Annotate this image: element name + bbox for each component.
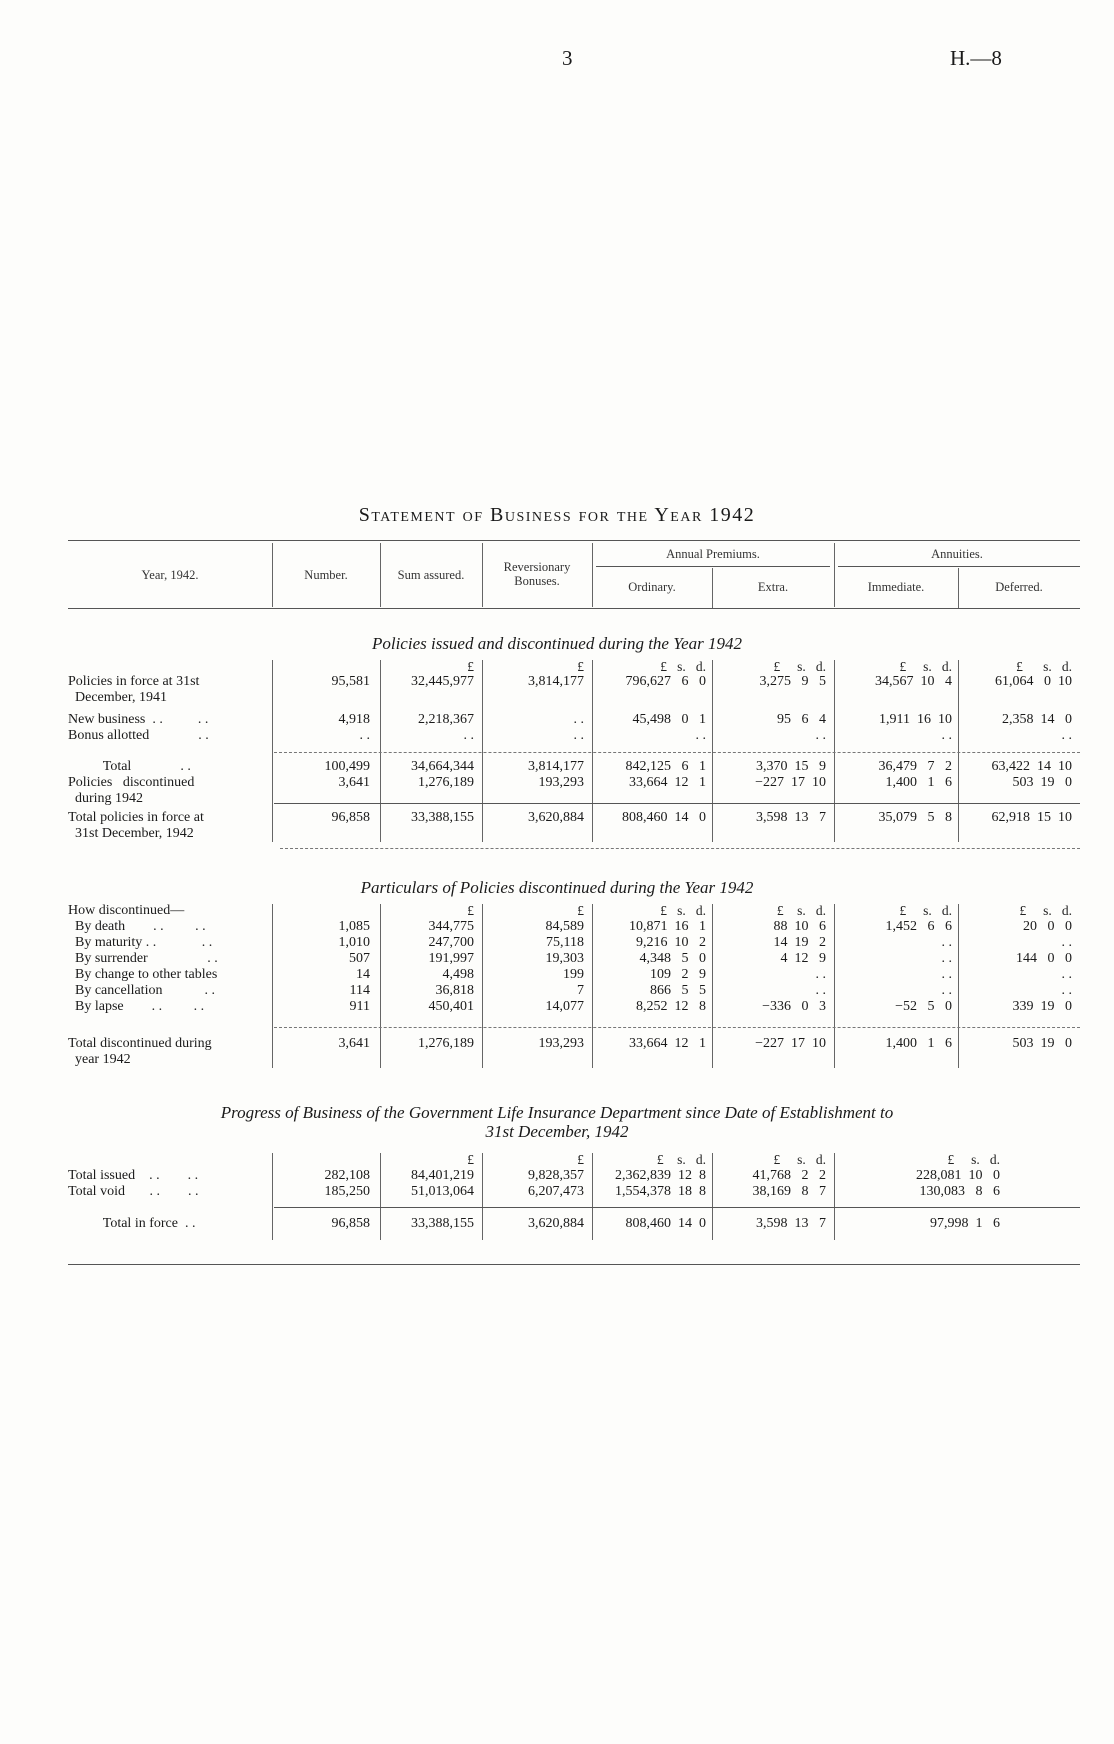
cell-value: 10,871 16 1: [629, 919, 706, 934]
cell-value: 1,276,189: [418, 775, 474, 790]
cell-value: 95 6 4: [777, 712, 826, 727]
cell-value: 228,081 10 0: [916, 1168, 1000, 1183]
cell-value: 4,918: [338, 712, 370, 727]
col-divider: [380, 660, 381, 842]
cell-value: 45,498 0 1: [632, 712, 706, 727]
unit-label: £: [467, 1152, 474, 1167]
row-label: December, 1941: [68, 690, 167, 705]
col-divider: [482, 1153, 483, 1240]
cell-value: 3,641: [338, 775, 370, 790]
cell-value: 8,252 12 8: [636, 999, 706, 1014]
cell-value: 75,118: [546, 935, 584, 950]
cell-value: 9,828,357: [528, 1168, 584, 1183]
cell-value: 20 0 0: [1023, 919, 1072, 934]
header-reversionary: [482, 560, 592, 588]
unit-label: £: [577, 1152, 584, 1167]
total-rule: [274, 1027, 1080, 1028]
cell-value: 7: [577, 983, 584, 998]
cell-value: 503 19 0: [1012, 775, 1072, 790]
cell-value: 796,627 6 0: [625, 674, 706, 689]
cell-value: 14 19 2: [773, 935, 826, 950]
cell-value: 2,218,367: [418, 712, 474, 727]
cell-value: 193,293: [538, 775, 584, 790]
unit-label: £ s. d.: [776, 903, 826, 918]
cell-value: . .: [1061, 728, 1072, 743]
cell-value: 9,216 10 2: [636, 935, 706, 950]
row-label: How discontinued—: [68, 903, 185, 918]
cell-value: 2,362,839 12 8: [615, 1168, 706, 1183]
unit-label: £ s. d.: [1019, 903, 1072, 918]
cell-value: 97,998 1 6: [930, 1216, 1000, 1231]
cell-value: 1,911 16 10: [879, 712, 952, 727]
cell-value: 4,498: [442, 967, 474, 982]
cell-value: 51,013,064: [411, 1184, 474, 1199]
cell-value: 34,664,344: [411, 759, 474, 774]
cell-value: 63,422 14 10: [991, 759, 1072, 774]
cell-value: 14,077: [545, 999, 584, 1014]
unit-label: £ s. d.: [899, 659, 952, 674]
header-deferred: Deferred.: [995, 580, 1043, 594]
cell-value: −52 5 0: [895, 999, 952, 1014]
report-reference: H.—8: [950, 46, 1002, 70]
col-divider: [592, 660, 593, 842]
cell-value: 36,818: [435, 983, 474, 998]
cell-value: 84,401,219: [411, 1168, 474, 1183]
cell-value: 866 5 5: [650, 983, 706, 998]
col-divider: [712, 1153, 713, 1240]
cell-value: 4 12 9: [780, 951, 826, 966]
col-divider: [592, 904, 593, 1068]
section3-heading-line2: 31st December, 1942: [485, 1122, 629, 1141]
total-rule: [274, 752, 1080, 753]
cell-value: 3,814,177: [528, 759, 584, 774]
cell-value: 1,554,378 18 8: [615, 1184, 706, 1199]
unit-label: £ s. d.: [899, 903, 952, 918]
section1-heading: Policies issued and discontinued during the Year 1942: [371, 634, 743, 653]
cell-value: 808,460 14 0: [625, 1216, 706, 1231]
unit-label: £ s. d.: [773, 659, 826, 674]
cell-value: 35,079 5 8: [878, 810, 952, 825]
cell-value: 1,452 6 6: [885, 919, 952, 934]
premiums-rule: [596, 566, 830, 567]
header-sum-assured: Sum assured.: [397, 568, 465, 582]
cell-value: 14: [356, 967, 370, 982]
cell-value: . .: [573, 728, 584, 743]
cell-value: 191,997: [428, 951, 474, 966]
cell-value: 61,064 0 10: [995, 674, 1072, 689]
col-divider: [380, 1153, 381, 1240]
cell-value: 1,400 1 6: [885, 1036, 952, 1051]
row-label: Total in force . .: [68, 1216, 196, 1231]
cell-value: 36,479 7 2: [878, 759, 952, 774]
col-divider: [712, 660, 713, 842]
col-divider: [272, 1153, 273, 1240]
cell-value: 33,388,155: [411, 810, 474, 825]
cell-value: 185,250: [324, 1184, 370, 1199]
col-divider: [712, 904, 713, 1068]
row-label: 31st December, 1942: [68, 826, 194, 841]
section2-heading: Particulars of Policies discontinued during the Year 1942: [360, 878, 754, 897]
title-text: Statement of Business for the Year 1942: [358, 504, 756, 526]
header-reversionary-line: Bonuses.: [514, 574, 560, 588]
cell-value: 3,598 13 7: [756, 1216, 826, 1231]
cell-value: 114: [349, 983, 370, 998]
page-number: 3: [562, 46, 573, 70]
header-ordinary: Ordinary.: [628, 580, 676, 594]
header-number: Number.: [304, 568, 348, 582]
unit-label: £ s. d.: [947, 1152, 1000, 1167]
row-label: By maturity . . . .: [68, 935, 213, 950]
cell-value: 199: [563, 967, 584, 982]
header-extra: Extra.: [757, 580, 789, 594]
row-label: By death . . . .: [68, 919, 206, 934]
header-year: Year, 1942.: [141, 568, 199, 582]
cell-value: 193,293: [538, 1036, 584, 1051]
cell-value: 84,589: [545, 919, 584, 934]
unit-label: £: [467, 903, 474, 918]
cell-value: −336 0 3: [762, 999, 826, 1014]
cell-value: 808,460 14 0: [622, 810, 706, 825]
cell-value: . .: [941, 728, 952, 743]
cell-value: 6,207,473: [528, 1184, 584, 1199]
document-title: [0, 504, 1114, 527]
unit-label: £: [577, 659, 584, 674]
row-label: By change to other tables: [68, 967, 218, 982]
total-rule: [274, 803, 1080, 804]
cell-value: . .: [695, 728, 706, 743]
cell-value: 38,169 8 7: [752, 1184, 826, 1199]
row-label: Total void . . . .: [68, 1184, 199, 1199]
cell-value: 1,400 1 6: [885, 775, 952, 790]
header-bottom-rule: [68, 608, 1080, 609]
cell-value: 33,664 12 1: [629, 775, 706, 790]
cell-value: 911: [349, 999, 370, 1014]
col-divider: [482, 904, 483, 1068]
header-top-rule: [68, 540, 1080, 541]
unit-label: £: [577, 903, 584, 918]
cell-value: 144 0 0: [1016, 951, 1072, 966]
row-label: New business . . . .: [68, 712, 209, 727]
cell-value: 247,700: [428, 935, 474, 950]
cell-value: 130,083 8 6: [919, 1184, 1000, 1199]
cell-value: 109 2 9: [650, 967, 706, 982]
cell-value: 344,775: [428, 919, 474, 934]
header-annual-premiums: Annual Premiums.: [666, 547, 760, 561]
col-divider: [834, 660, 835, 842]
cell-value: 842,125 6 1: [625, 759, 706, 774]
cell-value: 41,768 2 2: [752, 1168, 826, 1183]
cell-value: 3,275 9 5: [759, 674, 826, 689]
col-divider: [834, 1153, 835, 1240]
row-label: Policies in force at 31st: [68, 674, 200, 689]
cell-value: 100,499: [324, 759, 370, 774]
cell-value: 95,581: [331, 674, 370, 689]
cell-value: 3,620,884: [528, 810, 584, 825]
col-divider: [958, 660, 959, 842]
cell-value: 1,085: [338, 919, 370, 934]
cell-value: . .: [815, 967, 826, 982]
cell-value: 3,598 13 7: [756, 810, 826, 825]
row-label: Total policies in force at: [68, 810, 204, 825]
cell-value: 96,858: [331, 1216, 370, 1231]
row-label: Total discontinued during: [68, 1036, 212, 1051]
total-rule: [280, 848, 1080, 849]
col-divider: [272, 904, 273, 1068]
cell-value: 3,620,884: [528, 1216, 584, 1231]
col-divider: [592, 1153, 593, 1240]
cell-value: . .: [463, 728, 474, 743]
cell-value: 19,303: [545, 951, 584, 966]
cell-value: −227 17 10: [755, 775, 826, 790]
col-divider: [482, 660, 483, 842]
cell-value: 3,370 15 9: [756, 759, 826, 774]
cell-value: 450,401: [428, 999, 474, 1014]
cell-value: 62,918 15 10: [991, 810, 1072, 825]
cell-value: 32,445,977: [411, 674, 474, 689]
cell-value: 339 19 0: [1012, 999, 1072, 1014]
cell-value: . .: [1061, 983, 1072, 998]
unit-label: £: [467, 659, 474, 674]
col-divider: [834, 904, 835, 1068]
row-label: By surrender . .: [68, 951, 218, 966]
cell-value: . .: [815, 728, 826, 743]
cell-value: . .: [1061, 967, 1072, 982]
col-divider: [272, 660, 273, 842]
cell-value: . .: [941, 935, 952, 950]
cell-value: 88 10 6: [773, 919, 826, 934]
col-divider: [380, 904, 381, 1068]
unit-label: £ s. d.: [656, 1152, 706, 1167]
cell-value: −227 17 10: [755, 1036, 826, 1051]
annuities-rule: [838, 566, 1080, 567]
col-divider: [958, 904, 959, 1068]
cell-value: 282,108: [324, 1168, 370, 1183]
cell-value: 4,348 5 0: [639, 951, 706, 966]
row-label: By cancellation . .: [68, 983, 215, 998]
cell-value: . .: [359, 728, 370, 743]
cell-value: . .: [941, 951, 952, 966]
row-label: during 1942: [68, 791, 144, 806]
unit-label: £ s. d.: [773, 1152, 826, 1167]
cell-value: . .: [815, 983, 826, 998]
row-label: Total . .: [68, 759, 191, 774]
cell-value: 3,641: [338, 1036, 370, 1051]
cell-value: 507: [349, 951, 370, 966]
row-label: By lapse . . . .: [68, 999, 205, 1014]
cell-value: . .: [1061, 935, 1072, 950]
cell-value: 34,567 10 4: [875, 674, 952, 689]
header-annuities: Annuities.: [931, 547, 983, 561]
section3-heading-line1: Progress of Business of the Government Life Insurance Department since Date of Establishment to: [220, 1103, 894, 1122]
cell-value: 3,814,177: [528, 674, 584, 689]
table-bottom-rule: [68, 1264, 1080, 1265]
cell-value: 33,664 12 1: [629, 1036, 706, 1051]
total-rule: [274, 1207, 1080, 1208]
header-reversionary-line: Reversionary: [503, 560, 571, 574]
cell-value: 1,276,189: [418, 1036, 474, 1051]
cell-value: . .: [573, 712, 584, 727]
unit-label: £ s. d.: [660, 903, 706, 918]
row-label: Total issued . . . .: [68, 1168, 199, 1183]
cell-value: 503 19 0: [1012, 1036, 1072, 1051]
row-label: Policies discontinued: [68, 775, 195, 790]
cell-value: 33,388,155: [411, 1216, 474, 1231]
cell-value: 1,010: [338, 935, 370, 950]
unit-label: £ s. d.: [1016, 659, 1072, 674]
header-immediate: Immediate.: [867, 580, 925, 594]
cell-value: 96,858: [331, 810, 370, 825]
cell-value: 2,358 14 0: [1002, 712, 1072, 727]
cell-value: . .: [941, 983, 952, 998]
unit-label: £ s. d.: [660, 659, 706, 674]
row-label: Bonus allotted . .: [68, 728, 209, 743]
cell-value: . .: [941, 967, 952, 982]
row-label: year 1942: [68, 1052, 131, 1067]
